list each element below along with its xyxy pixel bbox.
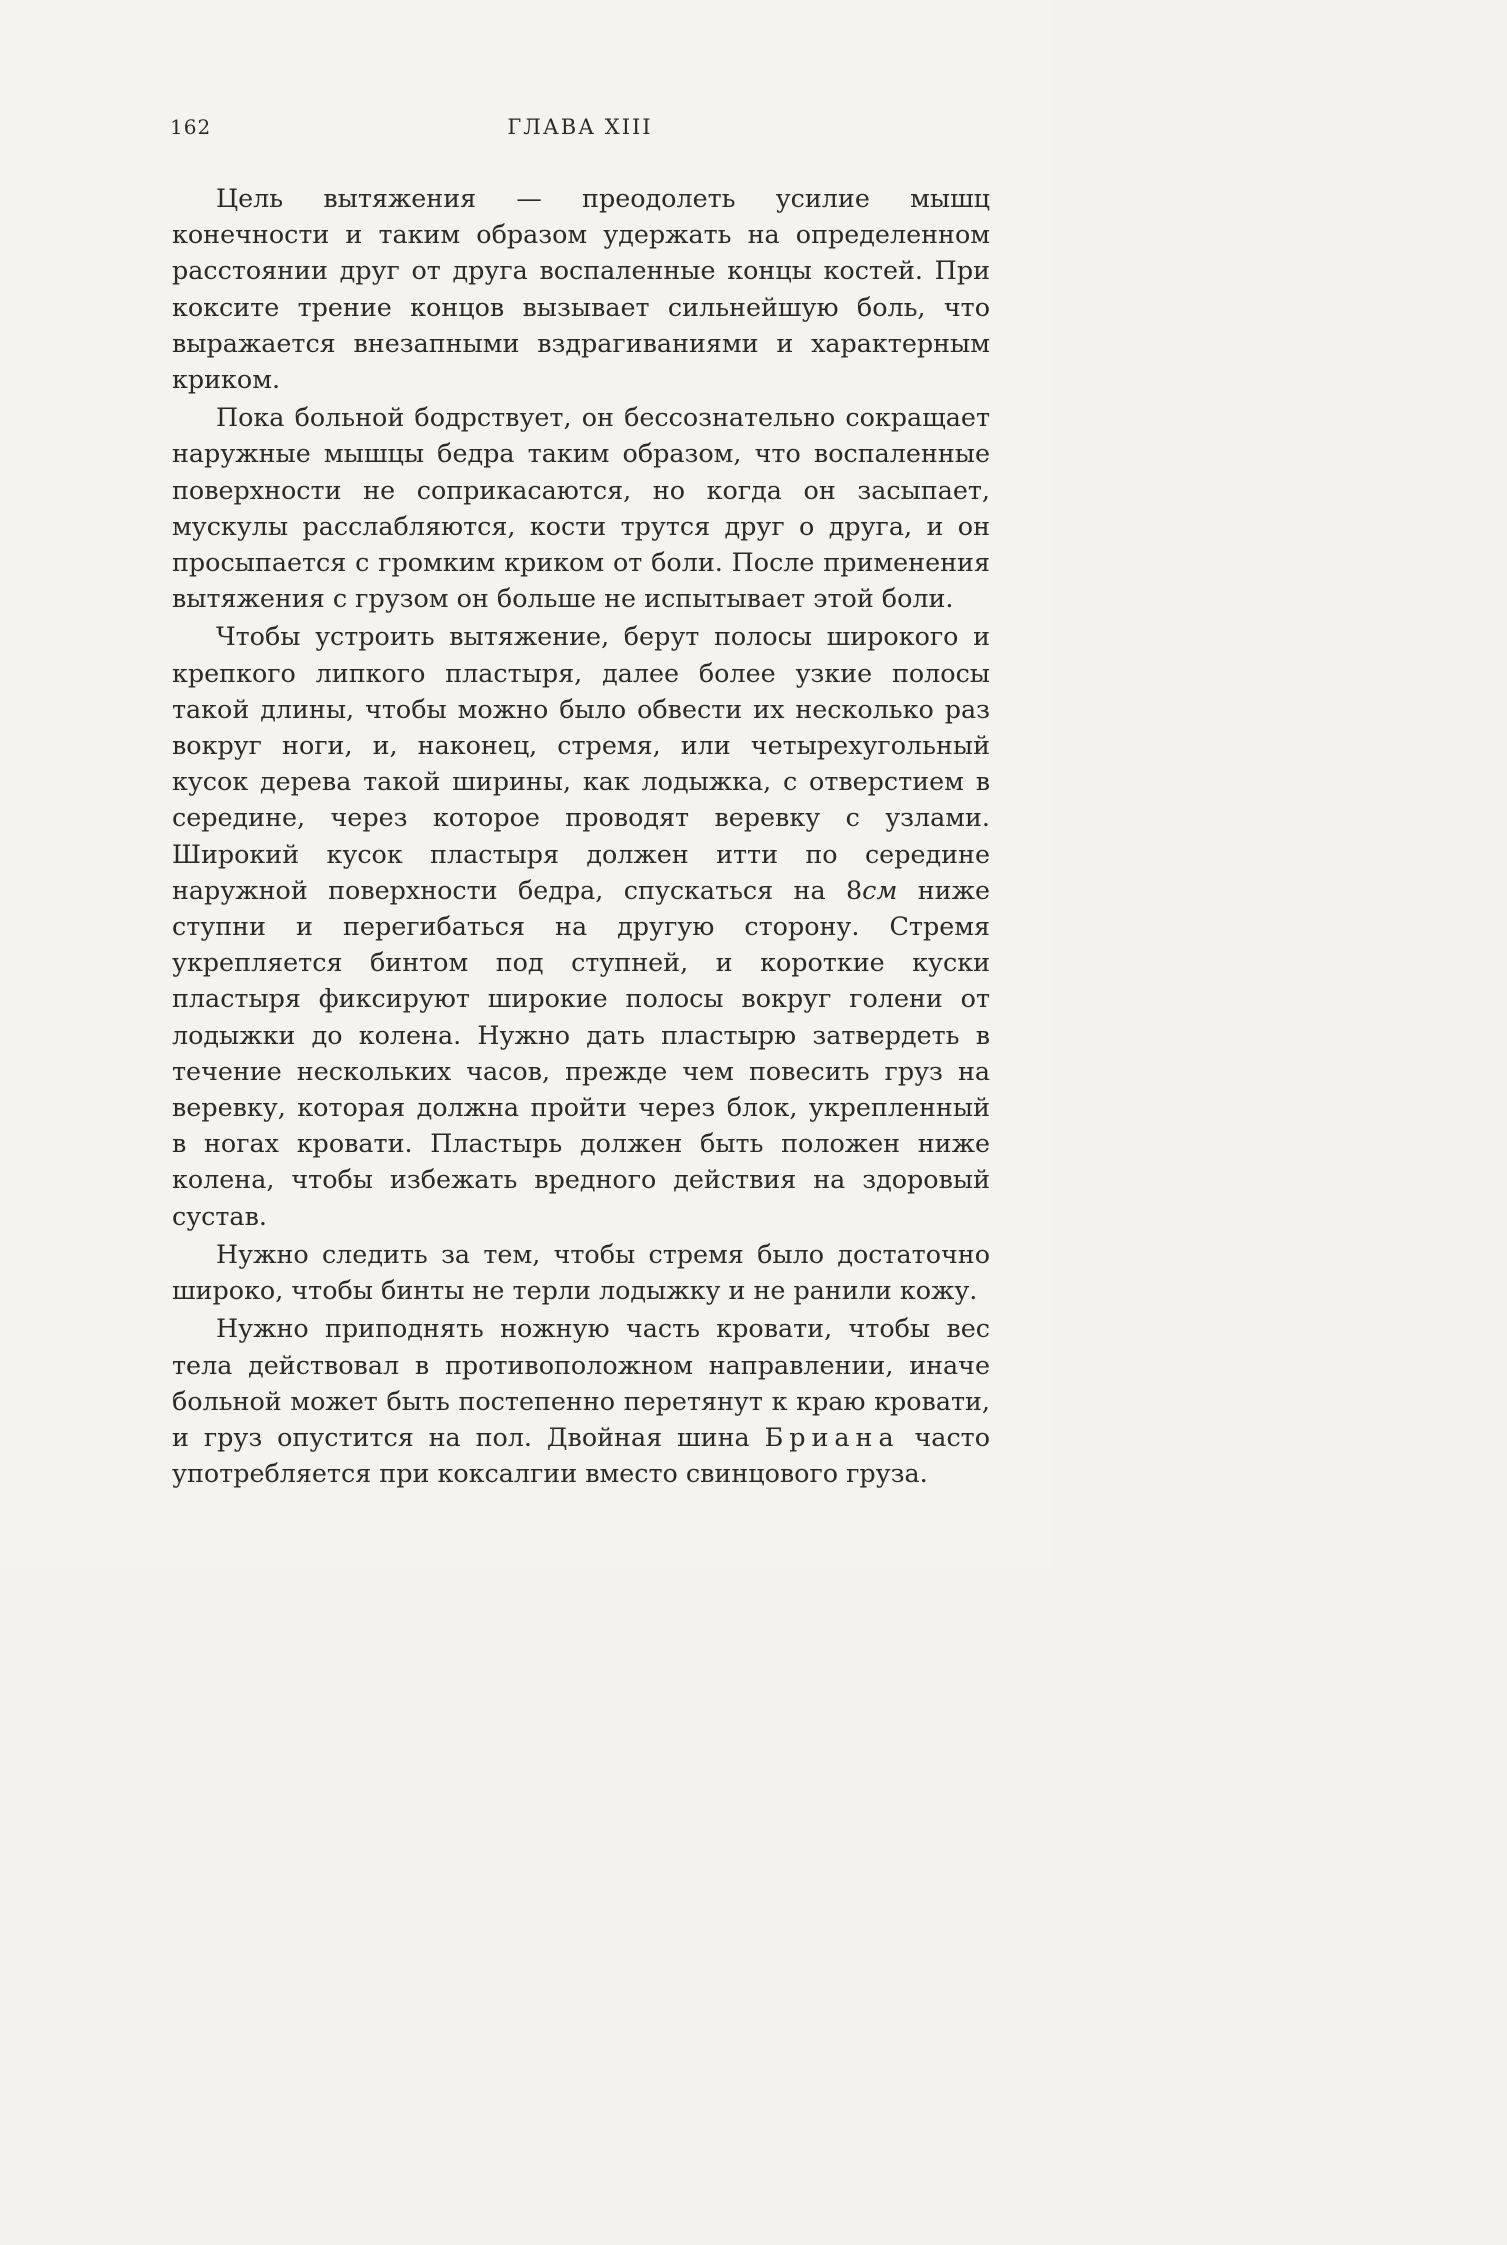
paragraph-2: Пока больной бодрствует, он бессознательно сокращает наружные мышцы бедра таким образом, что воспаленные поверхности не соприкасаются, но когда он засыпает, мускулы расслабляются, кости трутся друг о друга, и он просыпается с громким криком от боли. После применения вытяжения с грузом он больше не испытывает этой боли. xyxy=(172,402,990,614)
author-name-brian: Бриана xyxy=(764,1421,900,1452)
book-page xyxy=(0,0,1053,1568)
paragraph-3 xyxy=(172,618,990,1233)
paragraph-3-part-1: Чтобы устроить вытяжение, берут полосы широкого и крепкого липкого пластыря, далее более узкие полосы такой длины, чтобы можно было обвести их несколько раз вокруг ноги, и, наконец, стремя, или четырехугольный кусок дерева такой ширины, как лодыжка, с отверстием в середине, через которое проводят веревку с узлами. Широкий кусок пластыря должен итти по середине наружной поверхности бедра, спускаться на 8 xyxy=(172,621,990,905)
paragraph-5 xyxy=(172,1310,990,1491)
paragraph-5-part-1: Нужно приподнять ножную часть кровати, чтобы вес тела действовал в противоположном направлении, иначе больной может быть постепенно перетянут к краю кровати, и груз опустится на пол. Двойная шина xyxy=(172,1313,990,1452)
page-header xyxy=(170,115,990,145)
paragraph-3-part-2: ниже ступни и перегибаться на другую сторону. Стремя укрепляется бинтом под ступней, и короткие куски пластыря фиксируют широкие полосы вокруг голени от лодыжки до колена. Нужно дать пластырю затвердеть в течение нескольких часов, прежде чем повесить груз на веревку, которая должна пройти через блок, укрепленный в ногах кровати. Пластырь должен быть положен ниже колена, чтобы избежать вредного действия на здоровый сустав. xyxy=(172,874,990,1231)
page-number: 162 xyxy=(170,115,212,139)
unit-cm: см xyxy=(862,874,898,905)
body-text xyxy=(172,180,990,1493)
paragraph-4: Нужно следить за тем, чтобы стремя было достаточно широко, чтобы бинты не терли лодыжку и не ранили кожу. xyxy=(172,1238,990,1306)
paragraph-5-part-2: часто употребляется при коксалгии вместо свинцового груза. xyxy=(172,1421,990,1489)
paragraph-1: Цель вытяжения — преодолеть усилие мышц конечности и таким образом удержать на определенном расстоянии друг от друга воспаленные концы костей. При коксите трение концов вызывает сильнейшую боль, что выражается внезапными вздрагиваниями и характерным криком. xyxy=(172,183,990,395)
running-head: ГЛАВА XIII xyxy=(507,115,653,139)
